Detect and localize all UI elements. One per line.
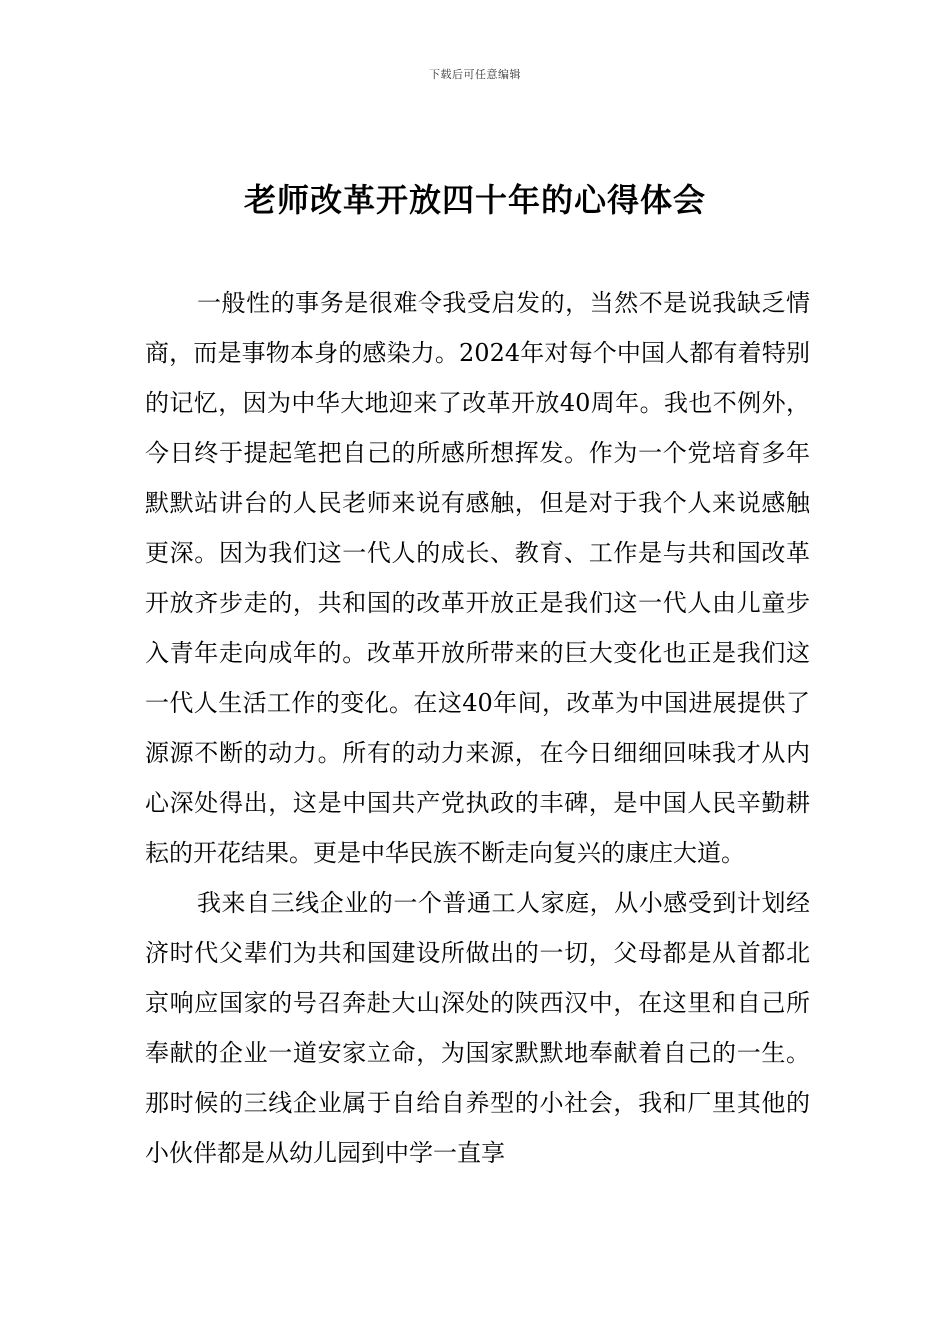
document-title: 老师改革开放四十年的心得体会 [243, 181, 706, 219]
paragraph-2: 我来自三线企业的一个普通工人家庭，从小感受到计划经济时代父辈们为共和国建设所做出的一切，父母都是从首都北京响应国家的号召奔赴大山深处的陕西汉中，在这里和自己所奉献的企业一道安家立命，为国家默默地奉献着自己的一生。那时候的三线企业属于自给自养型的小社会，我和厂里其他的小伙伴都是从幼儿园到中学一直享 [145, 889, 810, 1167]
document-body [145, 278, 810, 1178]
header-note: 下载后可任意编辑 [429, 68, 521, 81]
paragraph-1: 一般性的事务是很难令我受启发的，当然不是说我缺乏情商，而是事物本身的感染力。2024年对每个中国人都有着特别的记忆，因为中华大地迎来了改革开放40周年。我也不例外，今日终于提起笔把自己的所感所想挥发。作为一个党培育多年默默站讲台的人民老师来说有感触，但是对于我个人来说感触更深。因为我们这一代人的成长、教育、工作是与共和国改革开放齐步走的，共和国的改革开放正是我们这一代人由儿童步入青年走向成年的。改革开放所带来的巨大变化也正是我们这一代人生活工作的变化。在这40年间，改革为中国进展提供了源源不断的动力。所有的动力来源，在今日细细回味我才从内心深处得出，这是中国共产党执政的丰碑，是中国人民辛勤耕耘的开花结果。更是中华民族不断走向复兴的康庄大道。 [145, 289, 810, 867]
